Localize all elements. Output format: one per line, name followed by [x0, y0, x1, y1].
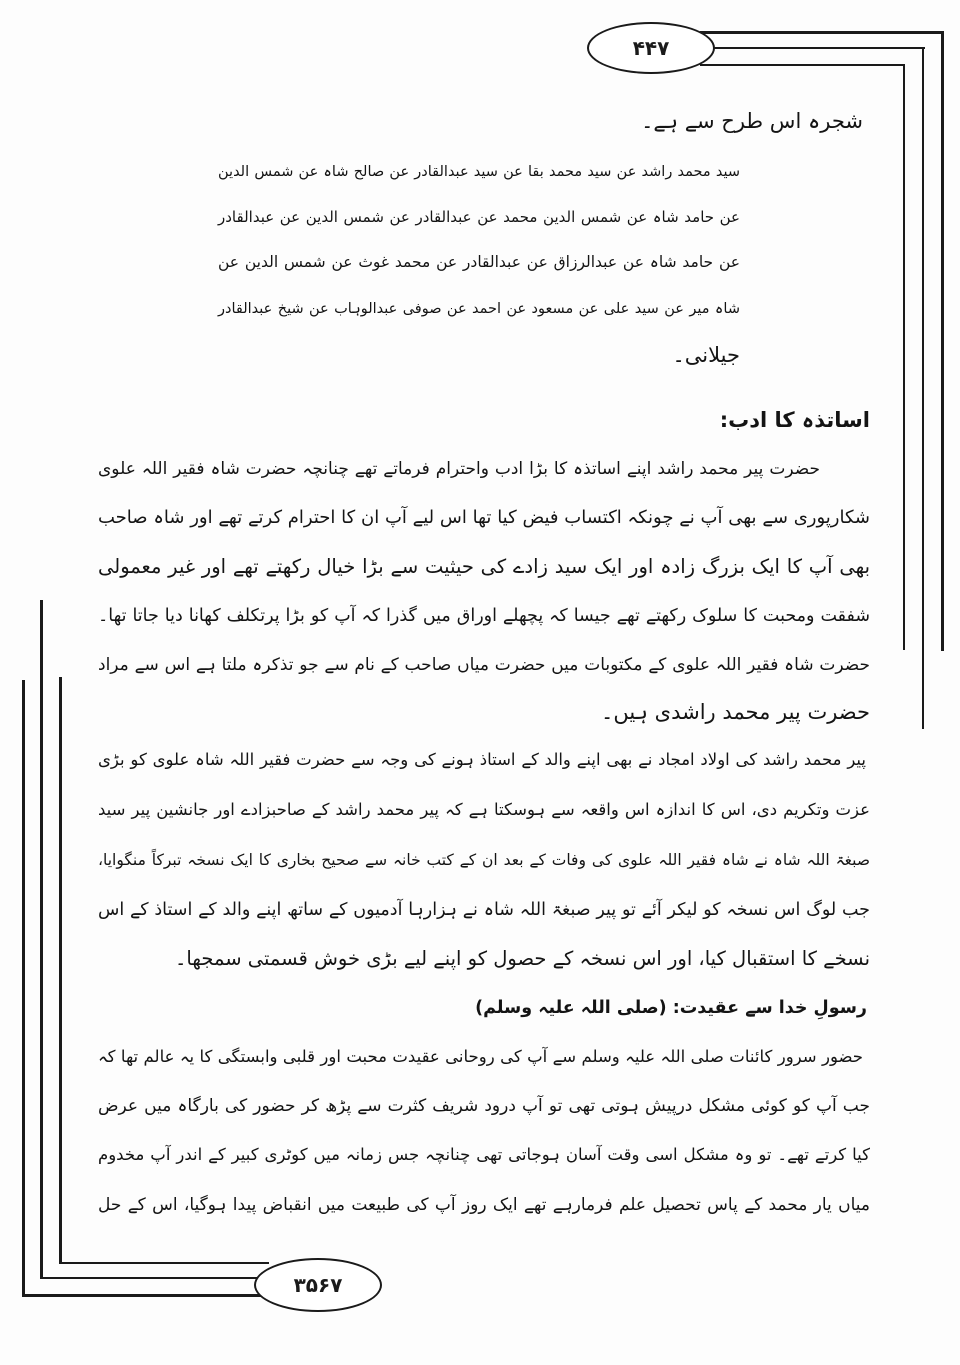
shajra-line: شاہ میر عن سید علی عن مسعود عن احمد عن صوفی عبدالوہاب عن شیخ عبدالقادر [218, 301, 740, 317]
paragraph-line: میاں یار محمد کے پاس تحصیل علم فرمارہے تھے ایک روز آپ کی طبیعت میں انقباض پیدا ہوگیا، اس کے حل [98, 1195, 870, 1215]
frame-top-outer [700, 31, 944, 34]
shajra-line: عن حامد شاہ عن عبدالرزاق عن عبدالقادر عن محمد غوث عن شمس الدین عن [218, 253, 740, 271]
page-number-bottom: ۳۵۶۷ [254, 1258, 382, 1312]
paragraph-line: نسخے کا استقبال کیا، اور اس نسخہ کے حصول کو اپنے لیے بڑی خوش قسمتی سمجھا۔ [175, 947, 870, 970]
paragraph-line: حضرت پیر محمد راشدی ہیں۔ [601, 700, 870, 724]
frame-bottom-outer [22, 1294, 267, 1297]
frame-left-middle [40, 600, 43, 1279]
frame-right-outer [941, 31, 944, 651]
shajra-line: جیلانی۔ [672, 343, 740, 367]
frame-bottom-middle [40, 1277, 260, 1279]
frame-left-outer [22, 680, 25, 1296]
paragraph-line: پیر محمد راشد کی اولاد امجاد نے بھی اپنے والد کے استاذ ہونے کی وجہ سے حضرت فقیر اللہ شاہ علوی کو بڑی [98, 750, 866, 769]
paragraph-line: عزت وتکریم دی، اس کا اندازہ اس واقعہ سے ہوسکتا ہے کہ پیر محمد راشد کے صاحبزادے اور جانشین پیر سید [98, 800, 870, 819]
frame-bottom-inner [59, 1262, 269, 1264]
frame-top-middle [708, 47, 925, 49]
frame-left-inner [59, 677, 62, 1264]
frame-right-inner [903, 64, 905, 650]
frame-right-middle [922, 47, 924, 729]
shajra-line: عن حامد شاہ عن شمس الدین محمد عن عبدالقادر عن شمس الدین عن عبدالقادر [218, 208, 740, 226]
section-heading-asatiza: اساتذہ کا ادب: [719, 408, 870, 432]
paragraph-line: صبغۃ اللہ شاہ نے شاہ فقیر اللہ علوی کی وفات کے بعد ان کے کتب خانہ سے صحیح بخاری کا ایک نسخہ تبرکاً منگوایا، [98, 851, 870, 869]
paragraph-line: حضرت پیر محمد راشد اپنے اساتذہ کا بڑا ادب واحترام فرماتے تھے چنانچہ حضرت شاہ فقیر اللہ علوی [98, 459, 820, 479]
paragraph-line: جب لوگ اس نسخہ کو لیکر آئے تو پیر صبغۃ اللہ شاہ نے ہزارہا آدمیوں کے ساتھ اپنے والد کے استاذ کے اس [98, 900, 870, 920]
paragraph-line: حضور سرور کائنات صلی اللہ علیہ وسلم سے آپ کی روحانی عقیدت محبت اور قلبی وابستگی کا یہ عالم تھا کہ [98, 1047, 863, 1066]
page-number-top: ۴۴۷ [587, 22, 715, 74]
paragraph-line: شفقت ومحبت کا سلوک رکھتے تھے جیسا کہ پچھلے اوراق میں گذرا کہ آپ کو بڑا پرتکلف کھانا دیا جاتا تھا۔ [98, 606, 870, 626]
paragraph-line: بھی آپ کا ایک بزرگ زادہ اور ایک سید زادے کی حیثیت سے بڑا خیال رکھتے تھے اور غیر معمولی [98, 555, 870, 578]
shajra-line: سید محمد راشد عن سید محمد بقا عن سید عبدالقادر عن صالح شاہ عن شمس الدین [218, 164, 740, 180]
shajra-heading: شجرہ اس طرح سے ہے۔ [641, 109, 863, 133]
paragraph-line: شکارپوری سے بھی آپ نے چونکہ اکتساب فیض کیا تھا اس لیے آپ ان کا احترام کرتے تھے اور شاہ صاحب [98, 507, 870, 528]
frame-top-inner [700, 64, 905, 66]
paragraph-line: جب آپ کو کوئی مشکل درپیش ہوتی تھی تو آپ درود شریف کثرت سے پڑھ کر حضور کی بارگاہ میں عرض [98, 1096, 870, 1116]
section-heading-aqeedat: رسولِ خدا سے عقیدت: (صلی اللہ علیہ وسلم) [475, 998, 867, 1018]
paragraph-line: کیا کرتے تھے۔ تو وہ مشکل اسی وقت آسان ہوجاتی تھی چنانچہ جس زمانہ میں کوٹری کبیر کے اندر آپ مخدوم [98, 1145, 870, 1164]
paragraph-line: حضرت شاہ فقیر اللہ علوی کے مکتوبات میں حضرت میاں صاحب کے نام سے جو تذکرہ ملتا ہے اس سے مراد [98, 655, 870, 675]
